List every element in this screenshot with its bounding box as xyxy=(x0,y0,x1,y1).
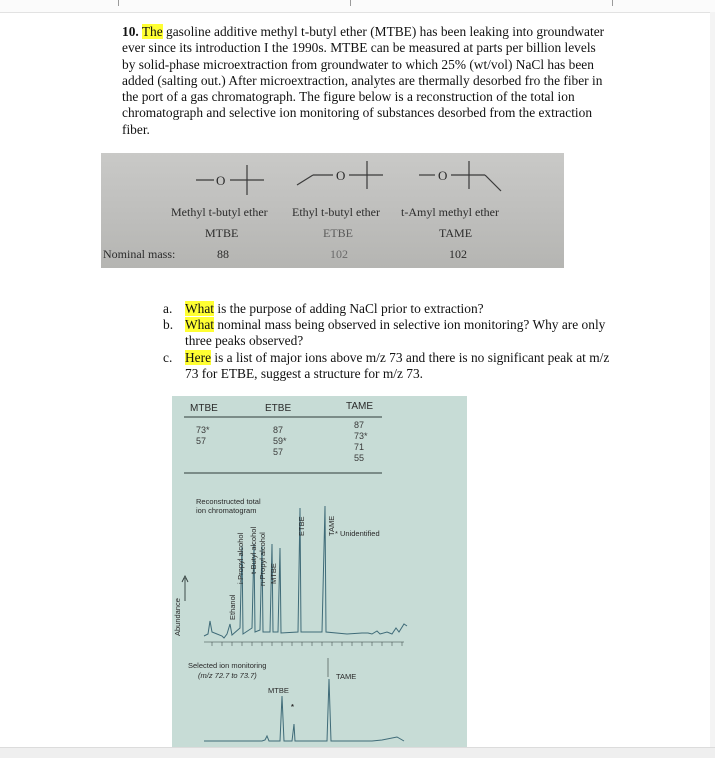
ion-value: 73* xyxy=(354,431,368,441)
compound-abbr: TAME xyxy=(439,226,473,240)
highlighted-word: What xyxy=(185,317,214,332)
sim-mtbe-label: MTBE xyxy=(268,686,289,695)
compound-name: t-Amyl methyl ether xyxy=(401,205,499,219)
peak-label-tame: TAME xyxy=(327,515,336,536)
ion-value: 55 xyxy=(354,453,365,463)
peak-label-ethanol: Ethanol xyxy=(228,594,237,620)
question-number: 10. xyxy=(122,24,139,39)
sim-subtitle: (m/z 72.7 to 73.7) xyxy=(198,671,257,680)
ion-value: 57 xyxy=(273,447,284,457)
highlighted-word: Here xyxy=(185,350,212,365)
chromatogram-figure xyxy=(172,396,467,748)
peak-label-ipropyl: i-Propyl alcohol xyxy=(236,532,245,584)
ruler-tick xyxy=(612,0,613,6)
subquestion-c xyxy=(163,350,613,383)
oxygen-atom: O xyxy=(336,168,346,183)
compound-abbr: ETBE xyxy=(323,226,353,240)
sim-title: Selected ion monitoring xyxy=(188,661,267,670)
question-body: gasoline additive methyl t-butyl ether (MTBE) has been leaking into groundwater ever since its introduction I the 1990s. MTBE can be measured at parts per billion levels by solid-phase microextraction from groundwater to which 25% (wt/vol) NaCl has been added (salting out.) After microextraction, analytes are thermally desorbed fro the fiber in the port of a gas chromatograph. The figure below is a reconstruction of the total ion chromatograph and selective ion monitoring of substances desorbed from the extraction fiber. xyxy=(122,24,605,137)
tic-title: ion chromatogram xyxy=(196,506,257,515)
oxygen-atom: O xyxy=(216,173,226,188)
table-header-etbe: ETBE xyxy=(265,403,292,414)
ruler-tick xyxy=(118,0,119,6)
peak-label-etbe: ETBE xyxy=(297,516,306,536)
y-axis-label: Abundance xyxy=(173,598,182,636)
table-header-mtbe: MTBE xyxy=(190,403,218,414)
structures-figure xyxy=(101,153,564,268)
ion-value: 71 xyxy=(354,442,365,452)
subquestion-letter: a. xyxy=(163,301,173,316)
tic-title: Reconstructed total xyxy=(196,497,261,506)
peak-label-npropyl: n-Propyl alcohol xyxy=(258,532,267,586)
chromatogram-drawing xyxy=(172,396,467,748)
sim-star-marker: * xyxy=(291,702,294,711)
nominal-mass-label: Nominal mass: xyxy=(103,247,176,261)
ruler-tick xyxy=(350,0,351,6)
sim-tame-label: TAME xyxy=(336,672,357,681)
ion-value: 59* xyxy=(273,436,287,446)
ion-value: 57 xyxy=(196,436,207,446)
highlighted-word: The xyxy=(141,24,163,39)
compound-name: Methyl t-butyl ether xyxy=(171,205,268,219)
ion-value: 87 xyxy=(354,420,365,430)
ion-value: 73* xyxy=(196,425,210,435)
subquestion-a xyxy=(163,301,613,317)
nominal-mass: 102 xyxy=(330,247,348,261)
top-toolbar xyxy=(0,0,715,13)
subquestion-text: is a list of major ions above m/z 73 and there is no significant peak at m/z 73 for ETBE, suggest a structure for m/z 73. xyxy=(185,350,610,382)
nominal-mass: 102 xyxy=(449,247,467,261)
peak-label-mtbe: MTBE xyxy=(269,563,278,584)
nominal-mass: 88 xyxy=(217,247,229,261)
compound-abbr: MTBE xyxy=(205,226,239,240)
oxygen-atom: O xyxy=(438,168,448,183)
highlighted-word: What xyxy=(185,301,214,316)
subquestion-letter: c. xyxy=(163,350,173,365)
subquestion-text: is the purpose of adding NaCl prior to extraction? xyxy=(217,301,484,316)
table-header-tame: TAME xyxy=(346,401,374,412)
unidentified-note: * Unidentified xyxy=(335,529,380,538)
compound-name: Ethyl t-butyl ether xyxy=(292,205,380,219)
subquestion-letter: b. xyxy=(163,317,174,332)
subquestion-text: nominal mass being observed in selective ion monitoring? Why are only three peaks observed? xyxy=(185,317,606,349)
peak-label-tbutyl: t-Butyl alcohol xyxy=(249,526,258,574)
bottom-scrollbar[interactable] xyxy=(0,747,715,758)
scrollbar[interactable] xyxy=(710,12,715,747)
question-paragraph xyxy=(122,24,612,138)
ion-value: 87 xyxy=(273,425,284,435)
subquestion-b xyxy=(163,317,613,350)
